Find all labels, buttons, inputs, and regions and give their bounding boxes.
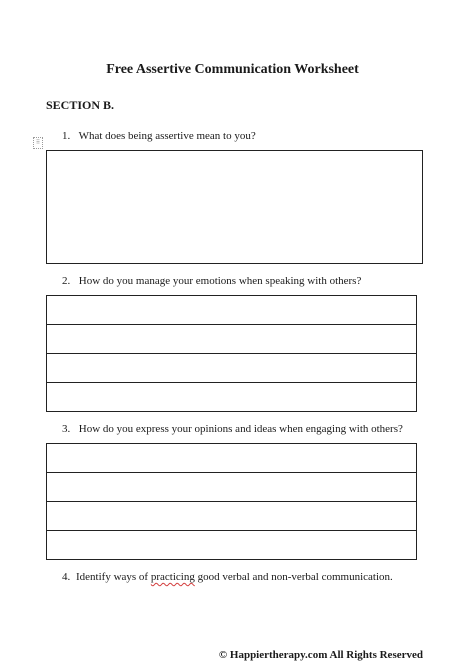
copyright-footer: © Happiertherapy.com All Rights Reserved xyxy=(218,649,423,661)
question-4-number: 4. xyxy=(62,571,71,583)
question-1-text: What does being assertive mean to you? xyxy=(78,130,256,142)
question-2-number: 2. xyxy=(62,275,71,287)
answer-lines-2 xyxy=(46,295,417,412)
question-2-text: How do you manage your emotions when speaking with others? xyxy=(78,275,362,287)
question-4 xyxy=(62,571,393,583)
question-1 xyxy=(62,130,256,142)
question-2 xyxy=(62,275,361,287)
question-3 xyxy=(62,423,403,435)
question-4-text-before: Identify ways of xyxy=(76,571,151,583)
question-1-number: 1. xyxy=(62,130,71,142)
move-handle-icon[interactable]: ⠿ xyxy=(33,137,43,149)
answer-lines-3 xyxy=(46,443,417,560)
answer-box-1[interactable] xyxy=(46,150,423,264)
question-4-text-after: good verbal and non-verbal communication. xyxy=(194,571,393,583)
question-3-number: 3. xyxy=(62,423,71,435)
answer-line[interactable] xyxy=(47,296,416,325)
answer-line[interactable] xyxy=(47,531,416,560)
spellcheck-flagged-word[interactable]: practicing xyxy=(150,571,195,583)
answer-line[interactable] xyxy=(47,473,416,502)
answer-line[interactable] xyxy=(47,444,416,473)
section-heading: SECTION B. xyxy=(46,98,115,112)
question-3-text: How do you express your opinions and ideas when engaging with others? xyxy=(78,423,403,435)
answer-line[interactable] xyxy=(47,502,416,531)
answer-line[interactable] xyxy=(47,383,416,412)
worksheet-title: Free Assertive Communication Worksheet xyxy=(106,62,359,77)
answer-line[interactable] xyxy=(47,354,416,383)
answer-line[interactable] xyxy=(47,325,416,354)
